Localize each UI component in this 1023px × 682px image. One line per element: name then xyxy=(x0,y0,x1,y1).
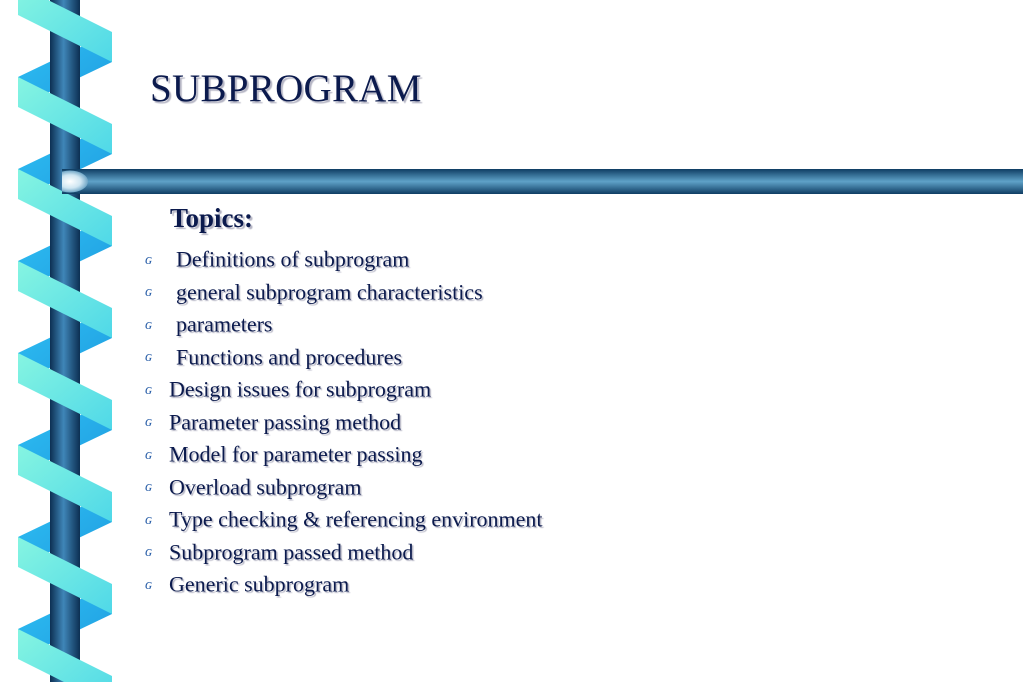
topic-item xyxy=(145,372,543,405)
topic-item xyxy=(145,340,543,373)
topic-text: Functions and procedures xyxy=(176,344,403,370)
topic-item xyxy=(145,405,543,438)
topic-item xyxy=(145,535,543,568)
leaf-bullet-icon: ɢ xyxy=(145,479,153,496)
leaf-bullet-icon: ɢ xyxy=(145,544,153,561)
topic-item xyxy=(145,502,543,535)
topic-item xyxy=(145,275,543,308)
topics-heading: Topics: xyxy=(170,203,254,233)
side-ribbon-decoration xyxy=(0,0,115,682)
leaf-bullet-icon: ɢ xyxy=(145,446,153,463)
leaf-bullet-icon: ɢ xyxy=(145,511,153,528)
topic-item xyxy=(145,470,543,503)
topic-text: parameters xyxy=(176,311,273,337)
topic-text: Design issues for subprogram xyxy=(169,376,432,402)
leaf-bullet-icon: ɢ xyxy=(145,381,153,398)
title-divider-bar xyxy=(62,169,1023,194)
topic-item xyxy=(145,307,543,340)
leaf-bullet-icon: ɢ xyxy=(145,251,153,268)
topic-text: Generic subprogram xyxy=(169,571,350,597)
topic-text: general subprogram characteristics xyxy=(176,279,483,305)
topic-item xyxy=(145,437,543,470)
topic-text: Definitions of subprogram xyxy=(176,246,410,272)
topic-text: Parameter passing method xyxy=(169,409,402,435)
leaf-bullet-icon: ɢ xyxy=(145,414,153,431)
topic-text: Overload subprogram xyxy=(169,474,362,500)
topic-item xyxy=(145,567,543,600)
leaf-bullet-icon: ɢ xyxy=(145,576,153,593)
topic-text: Subprogram passed method xyxy=(169,539,414,565)
topics-list xyxy=(145,242,543,600)
topic-text: Model for parameter passing xyxy=(169,441,423,467)
leaf-bullet-icon: ɢ xyxy=(145,349,153,366)
leaf-bullet-icon: ɢ xyxy=(145,284,153,301)
leaf-bullet-icon: ɢ xyxy=(145,316,153,333)
topic-text: Type checking & referencing environment xyxy=(169,506,543,532)
topic-item xyxy=(145,242,543,275)
slide-title: SUBPROGRAM xyxy=(150,67,422,110)
